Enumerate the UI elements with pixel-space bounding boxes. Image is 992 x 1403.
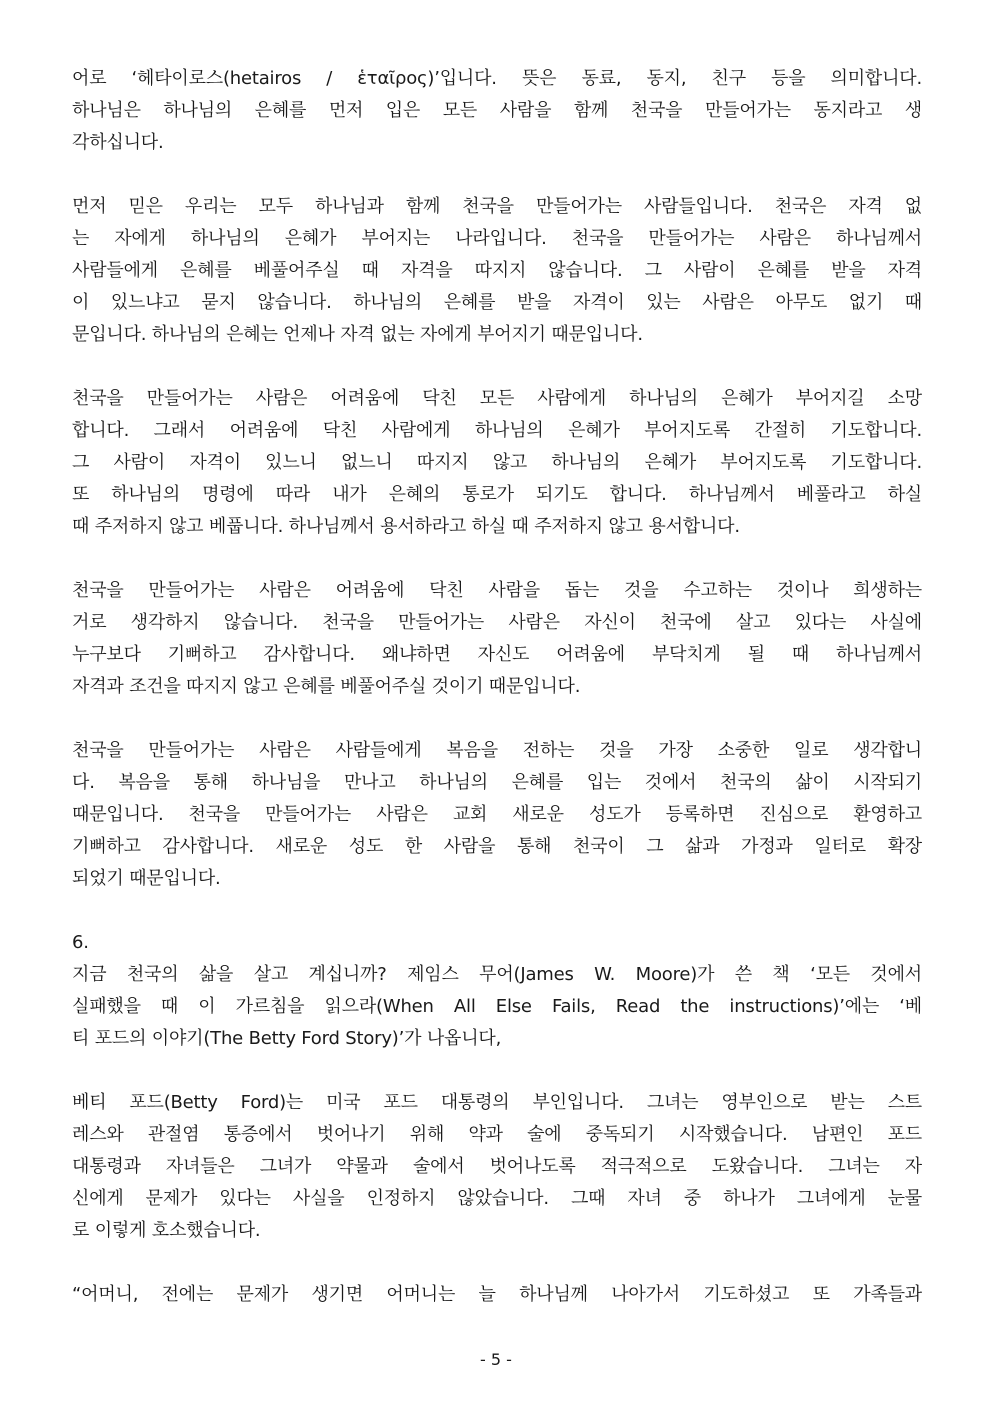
text-line: 때문입니다. 천국을 만들어가는 사람은 교회 새로운 성도가 등록하면 진심으로 환영하고: [72, 804, 922, 825]
text-line: 이 있느냐고 묻지 않습니다. 하나님의 은혜를 받을 자격이 있는 사람은 아무도 없기 때: [72, 292, 922, 313]
text-line: “어머니, 전에는 문제가 생기면 어머니는 늘 하나님께 나아가서 기도하셨고 또 가족들과: [72, 1284, 922, 1305]
paragraph-believers: [72, 191, 922, 351]
text-line: 는 자에게 하나님의 은혜가 부어지는 나라입니다. 천국을 만들어가는 사람은 하나님께서: [72, 228, 922, 249]
paragraph-quote: [72, 1279, 922, 1311]
paragraph-gospel: [72, 735, 922, 895]
text-line: 지금 천국의 삶을 살고 계십니까? 제임스 무어(James W. Moore)가 쓴 책 ‘모든 것에서: [72, 964, 922, 985]
section-number: 6.: [72, 932, 89, 953]
text-line: 천국을 만들어가는 사람은 어려움에 닥친 사람을 돕는 것을 수고하는 것이나 희생하는: [72, 580, 922, 601]
text-line: 때 주저하지 않고 베풉니다. 하나님께서 용서하라고 하실 때 주저하지 않고 용서합니다.: [72, 516, 740, 537]
text-line: 대통령과 자녀들은 그녀가 약물과 술에서 벗어나도록 적극적으로 도왔습니다. 그녀는 자: [72, 1156, 922, 1177]
page-number: - 5 -: [480, 1350, 512, 1369]
text-line: 레스와 관절염 통증에서 벗어나기 위해 약과 술에 중독되기 시작했습니다. 남편인 포드: [72, 1124, 922, 1145]
text-line: 자격과 조건을 따지지 않고 은혜를 베풀어주실 것이기 때문입니다.: [72, 676, 581, 697]
text-line: 사람들에게 은혜를 베풀어주실 때 자격을 따지지 않습니다. 그 사람이 은혜를 받을 자격: [72, 260, 922, 281]
paragraph-helping: [72, 575, 922, 703]
text-line: 먼저 믿은 우리는 모두 하나님과 함께 천국을 만들어가는 사람들입니다. 천국은 자격 없: [72, 196, 922, 217]
text-line: 문입니다. 하나님의 은혜는 언제나 자격 없는 자에게 부어지기 때문입니다.: [72, 324, 643, 345]
text-line: 로 이렇게 호소했습니다.: [72, 1220, 261, 1241]
paragraph-section-6: [72, 927, 922, 1055]
text-line: 베티 포드(Betty Ford)는 미국 포드 대통령의 부인입니다. 그녀는 영부인으로 받는 스트: [72, 1092, 922, 1113]
text-line: 합니다. 그래서 어려움에 닥친 사람에게 하나님의 은혜가 부어지도록 간절히 기도합니다.: [72, 420, 922, 441]
text-line: 천국을 만들어가는 사람은 사람들에게 복음을 전하는 것을 가장 소중한 일로 생각합니: [72, 740, 922, 761]
paragraph-betty-ford: [72, 1087, 922, 1247]
text-line: 하나님은 하나님의 은혜를 먼저 입은 모든 사람을 함께 천국을 만들어가는 동지라고 생: [72, 100, 922, 121]
text-line: 어로 ‘헤타이로스(hetairos / ἑταῖρος)’입니다. 뜻은 동료, 동지, 친구 등을 의미합니다.: [72, 68, 922, 89]
text-line: 또 하나님의 명령에 따라 내가 은혜의 통로가 되기도 합니다. 하나님께서 베풀라고 하실: [72, 484, 922, 505]
text-line: 다. 복음을 통해 하나님을 만나고 하나님의 은혜를 입는 것에서 천국의 삶이 시작되기: [72, 772, 922, 793]
text-line: 천국을 만들어가는 사람은 어려움에 닥친 모든 사람에게 하나님의 은혜가 부어지길 소망: [72, 388, 922, 409]
text-line: 그 사람이 자격이 있느니 없느니 따지지 않고 하나님의 은혜가 부어지도록 기도합니다.: [72, 452, 922, 473]
document-body: [72, 63, 922, 1343]
text-line: 실패했을 때 이 가르침을 읽으라(When All Else Fails, Read the instructions)’에는 ‘베: [72, 996, 922, 1017]
paragraph-prayer: [72, 383, 922, 543]
text-line: 거로 생각하지 않습니다. 천국을 만들어가는 사람은 자신이 천국에 살고 있다는 사실에: [72, 612, 922, 633]
text-line: 되었기 때문입니다.: [72, 868, 221, 889]
text-line: 기뻐하고 감사합니다. 새로운 성도 한 사람을 통해 천국이 그 삶과 가정과 일터로 확장: [72, 836, 922, 857]
text-line: 각하십니다.: [72, 132, 164, 153]
paragraph-hetairos: [72, 63, 922, 159]
text-line: 누구보다 기뻐하고 감사합니다. 왜냐하면 자신도 어려움에 부닥치게 될 때 하나님께서: [72, 644, 922, 665]
text-line: 신에게 문제가 있다는 사실을 인정하지 않았습니다. 그때 자녀 중 하나가 그녀에게 눈물: [72, 1188, 922, 1209]
text-line: 티 포드의 이야기(The Betty Ford Story)’가 나옵니다,: [72, 1028, 502, 1049]
